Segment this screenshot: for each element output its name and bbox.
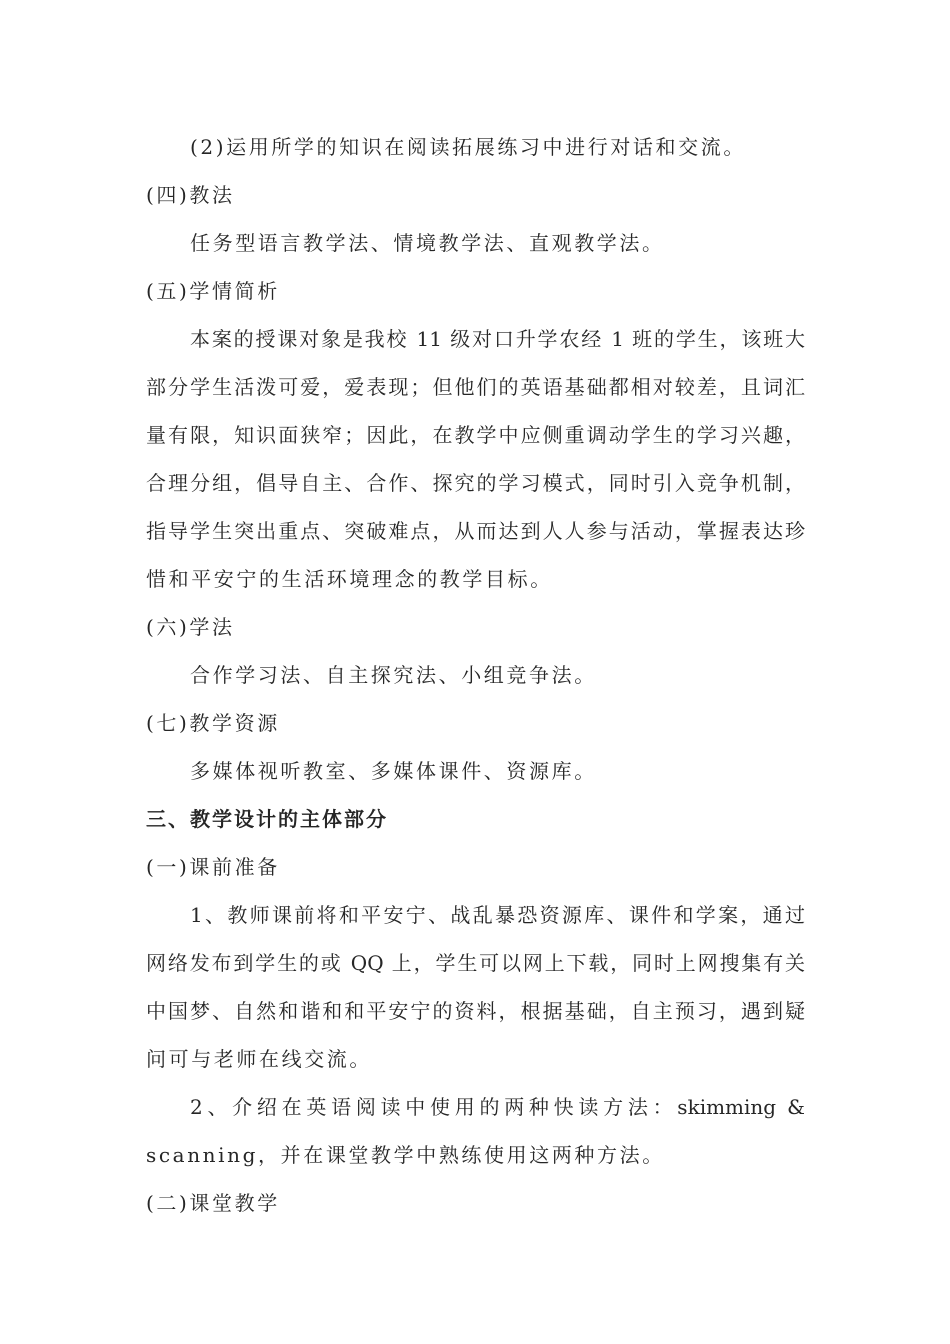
- paragraph-line: 部分学生活泼可爱，爱表现；但他们的英语基础都相对较差，且词汇: [146, 375, 805, 399]
- paragraph-line: 合作学习法、自主探究法、小组竞争法。: [190, 663, 597, 687]
- paragraph-line: 合理分组，倡导自主、合作、探究的学习模式，同时引入竞争机制，: [146, 471, 805, 495]
- paragraph-line: 惜和平安宁的生活环境理念的教学目标。: [146, 567, 553, 591]
- paragraph-line: 任务型语言教学法、情境教学法、直观教学法。: [190, 231, 665, 255]
- paragraph-line: 指导学生突出重点、突破难点，从而达到人人参与活动，掌握表达珍: [146, 519, 805, 543]
- section-heading: (六)学法: [146, 615, 235, 639]
- section-heading: (二)课堂教学: [146, 1191, 280, 1215]
- paragraph-line: 1、教师课前将和平安宁、战乱暴恐资源库、课件和学案，通过: [190, 903, 805, 927]
- paragraph-line: 网络发布到学生的或 QQ 上，学生可以网上下载，同时上网搜集有关: [146, 951, 805, 975]
- section-heading: (四)教法: [146, 183, 235, 207]
- paragraph-line: 2、介绍在英语阅读中使用的两种快读方法：skimming &: [190, 1095, 805, 1119]
- chapter-heading: 三、教学设计的主体部分: [146, 807, 388, 831]
- paragraph-line: 问可与老师在线交流。: [146, 1047, 372, 1071]
- paragraph-line: (2)运用所学的知识在阅读拓展练习中进行对话和交流。: [190, 135, 746, 159]
- section-heading: (一)课前准备: [146, 855, 280, 879]
- paragraph-line: 本案的授课对象是我校 11 级对口升学农经 1 班的学生，该班大: [190, 327, 805, 351]
- paragraph-line: scanning，并在课堂教学中熟练使用这两种方法。: [146, 1143, 665, 1167]
- section-heading: (五)学情简析: [146, 279, 280, 303]
- paragraph-line: 量有限，知识面狭窄；因此，在教学中应侧重调动学生的学习兴趣，: [146, 423, 805, 447]
- paragraph-line: 多媒体视听教室、多媒体课件、资源库。: [190, 759, 597, 783]
- paragraph-line: 中国梦、自然和谐和和平安宁的资料，根据基础，自主预习，遇到疑: [146, 999, 805, 1023]
- section-heading: (七)教学资源: [146, 711, 280, 735]
